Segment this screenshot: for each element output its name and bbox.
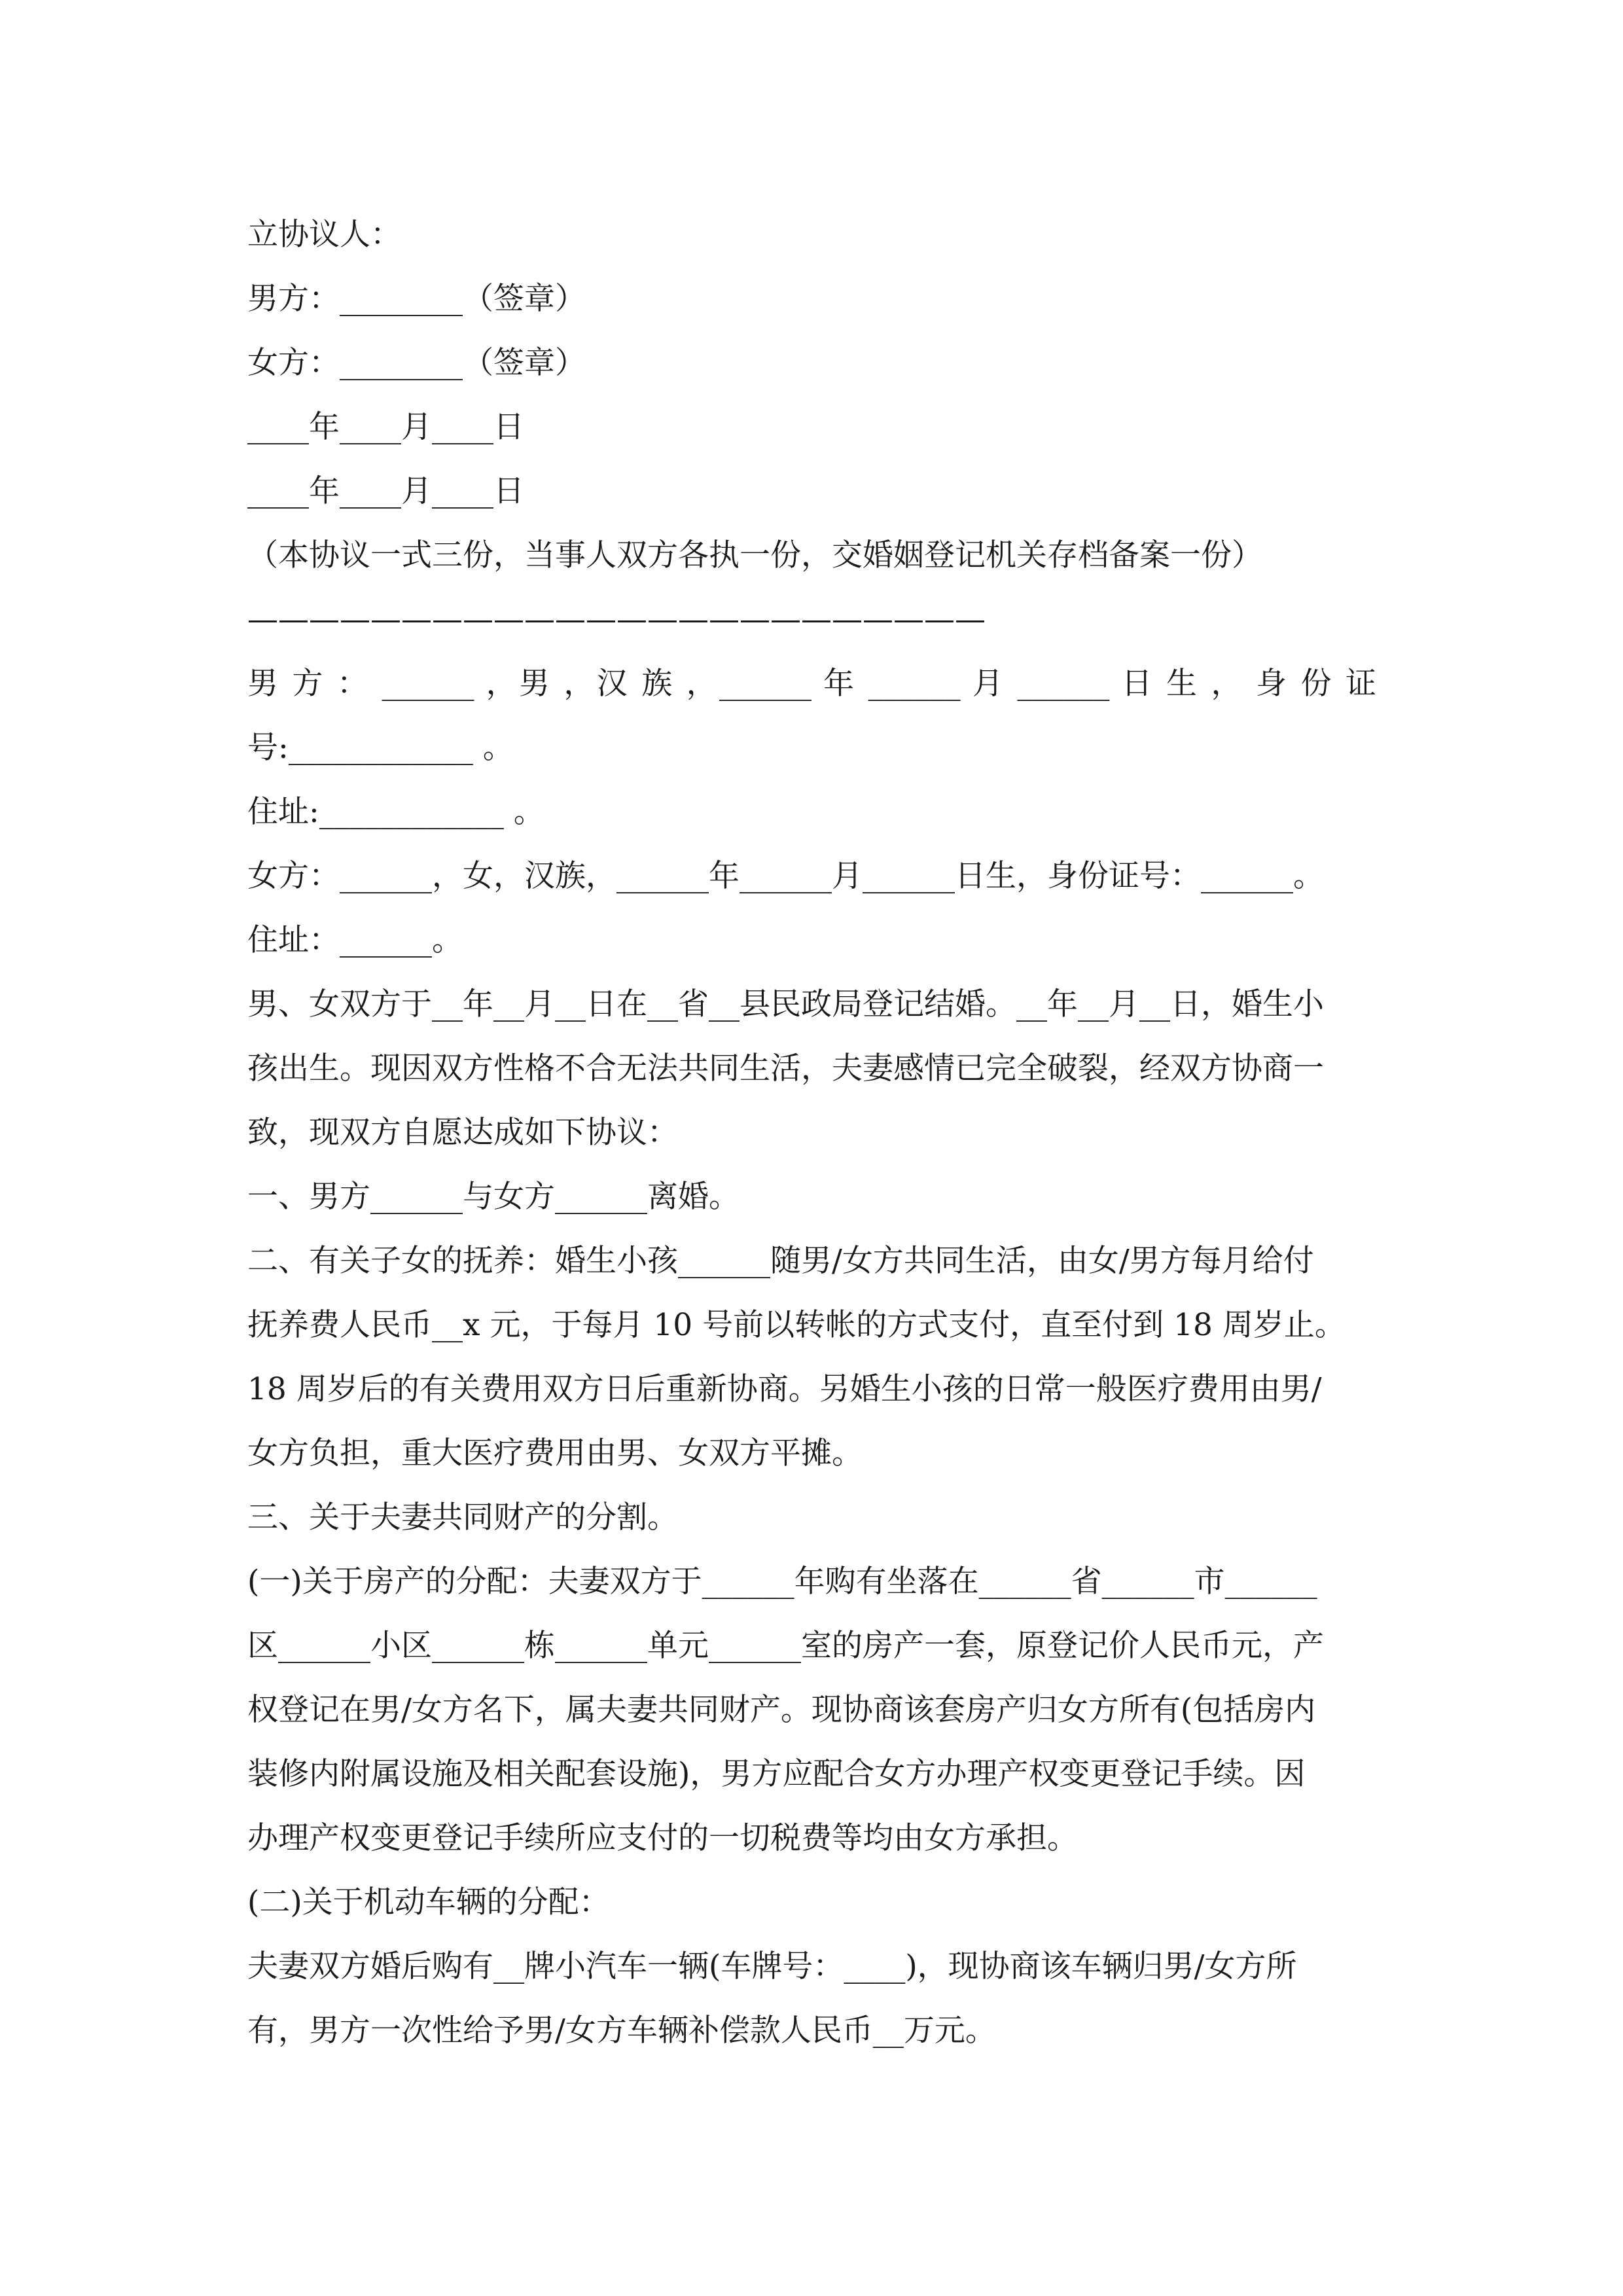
clause-3-heading: 三、关于夫妻共同财产的分割。 [247,1499,678,1535]
clause-3-2-line: 夫妻双方婚后购有__牌小汽车一辆(车牌号：____)，现协商该车辆归男/女方所 [247,1948,1297,1984]
male-signature-line: 男方：________（签章） [247,281,586,317]
male-address: 住址:____________ 。 [247,794,544,830]
clause-3-1-line: 装修内附属设施及相关配套设施)，男方应配合女方办理产权变更登记手续。因 [247,1756,1306,1792]
female-signature-line: 女方：________（签章） [247,345,586,381]
clause-3-1-line: 权登记在男/女方名下，属夫妻共同财产。现协商该套房产归女方所有(包括房内 [247,1692,1316,1728]
female-address: 住址：______。 [247,922,463,958]
male-id-number: 号:____________ 。 [247,730,514,766]
clause-3-1-line: (一)关于房产的分配：夫妻双方于______年购有坐落在______省______市______ [247,1564,1317,1600]
date-line: ____年____月____日 [247,409,524,445]
clause-2-line: 女方负担，重大医疗费用由男、女双方平摊。 [247,1435,863,1471]
female-party-info: 女方：______，女，汉族，______年______月______日生，身份证号：______。 [247,858,1324,894]
body-paragraph-line: 男、女双方于__年__月__日在__省__县民政局登记结婚。__年__月__日，婚生小 [247,986,1324,1022]
clause-3-2-heading: (二)关于机动车辆的分配： [247,1884,610,1920]
clause-2-line: 二、有关子女的抚养：婚生小孩______随男/女方共同生活，由女/男方每月给付 [247,1243,1314,1279]
clause-3-1-line: 区______小区______栋______单元______室的房产一套，原登记价人民币元，产 [247,1628,1324,1664]
clause-2-line: 抚养费人民币__x 元，于每月 10 号前以转帐的方式支付，直至付到 18 周岁止。 [247,1307,1346,1343]
body-paragraph-line: 致，现双方自愿达成如下协议： [247,1115,678,1151]
document-body [247,203,1376,2063]
clause-3-2-line: 有，男方一次性给予男/女方车辆补偿款人民币__万元。 [247,2013,996,2049]
date-line: ____年____月____日 [247,473,524,509]
copies-note: （本协议一式三份，当事人双方各执一份，交婚姻登记机关存档备案一份） [247,537,1262,573]
clause-2-line: 18 周岁后的有关费用双方日后重新协商。另婚生小孩的日常一般医疗费用由男/ [247,1371,1322,1407]
separator-line: ———————————————————————— [247,601,986,637]
clause-1-divorce: 一、男方______与女方______离婚。 [247,1179,740,1215]
body-paragraph-line: 孩出生。现因双方性格不合无法共同生活，夫妻感情已完全破裂，经双方协商一 [247,1050,1324,1086]
male-party-info: 男 方 ： ______ ，男 ，汉 族 ，______ 年 ______ 月 ______ 日 生 ， 身 份 证 [247,666,1376,702]
signatories-heading: 立协议人： [247,217,401,253]
clause-3-1-line: 办理产权变更登记手续所应支付的一切税费等均由女方承担。 [247,1820,1078,1856]
